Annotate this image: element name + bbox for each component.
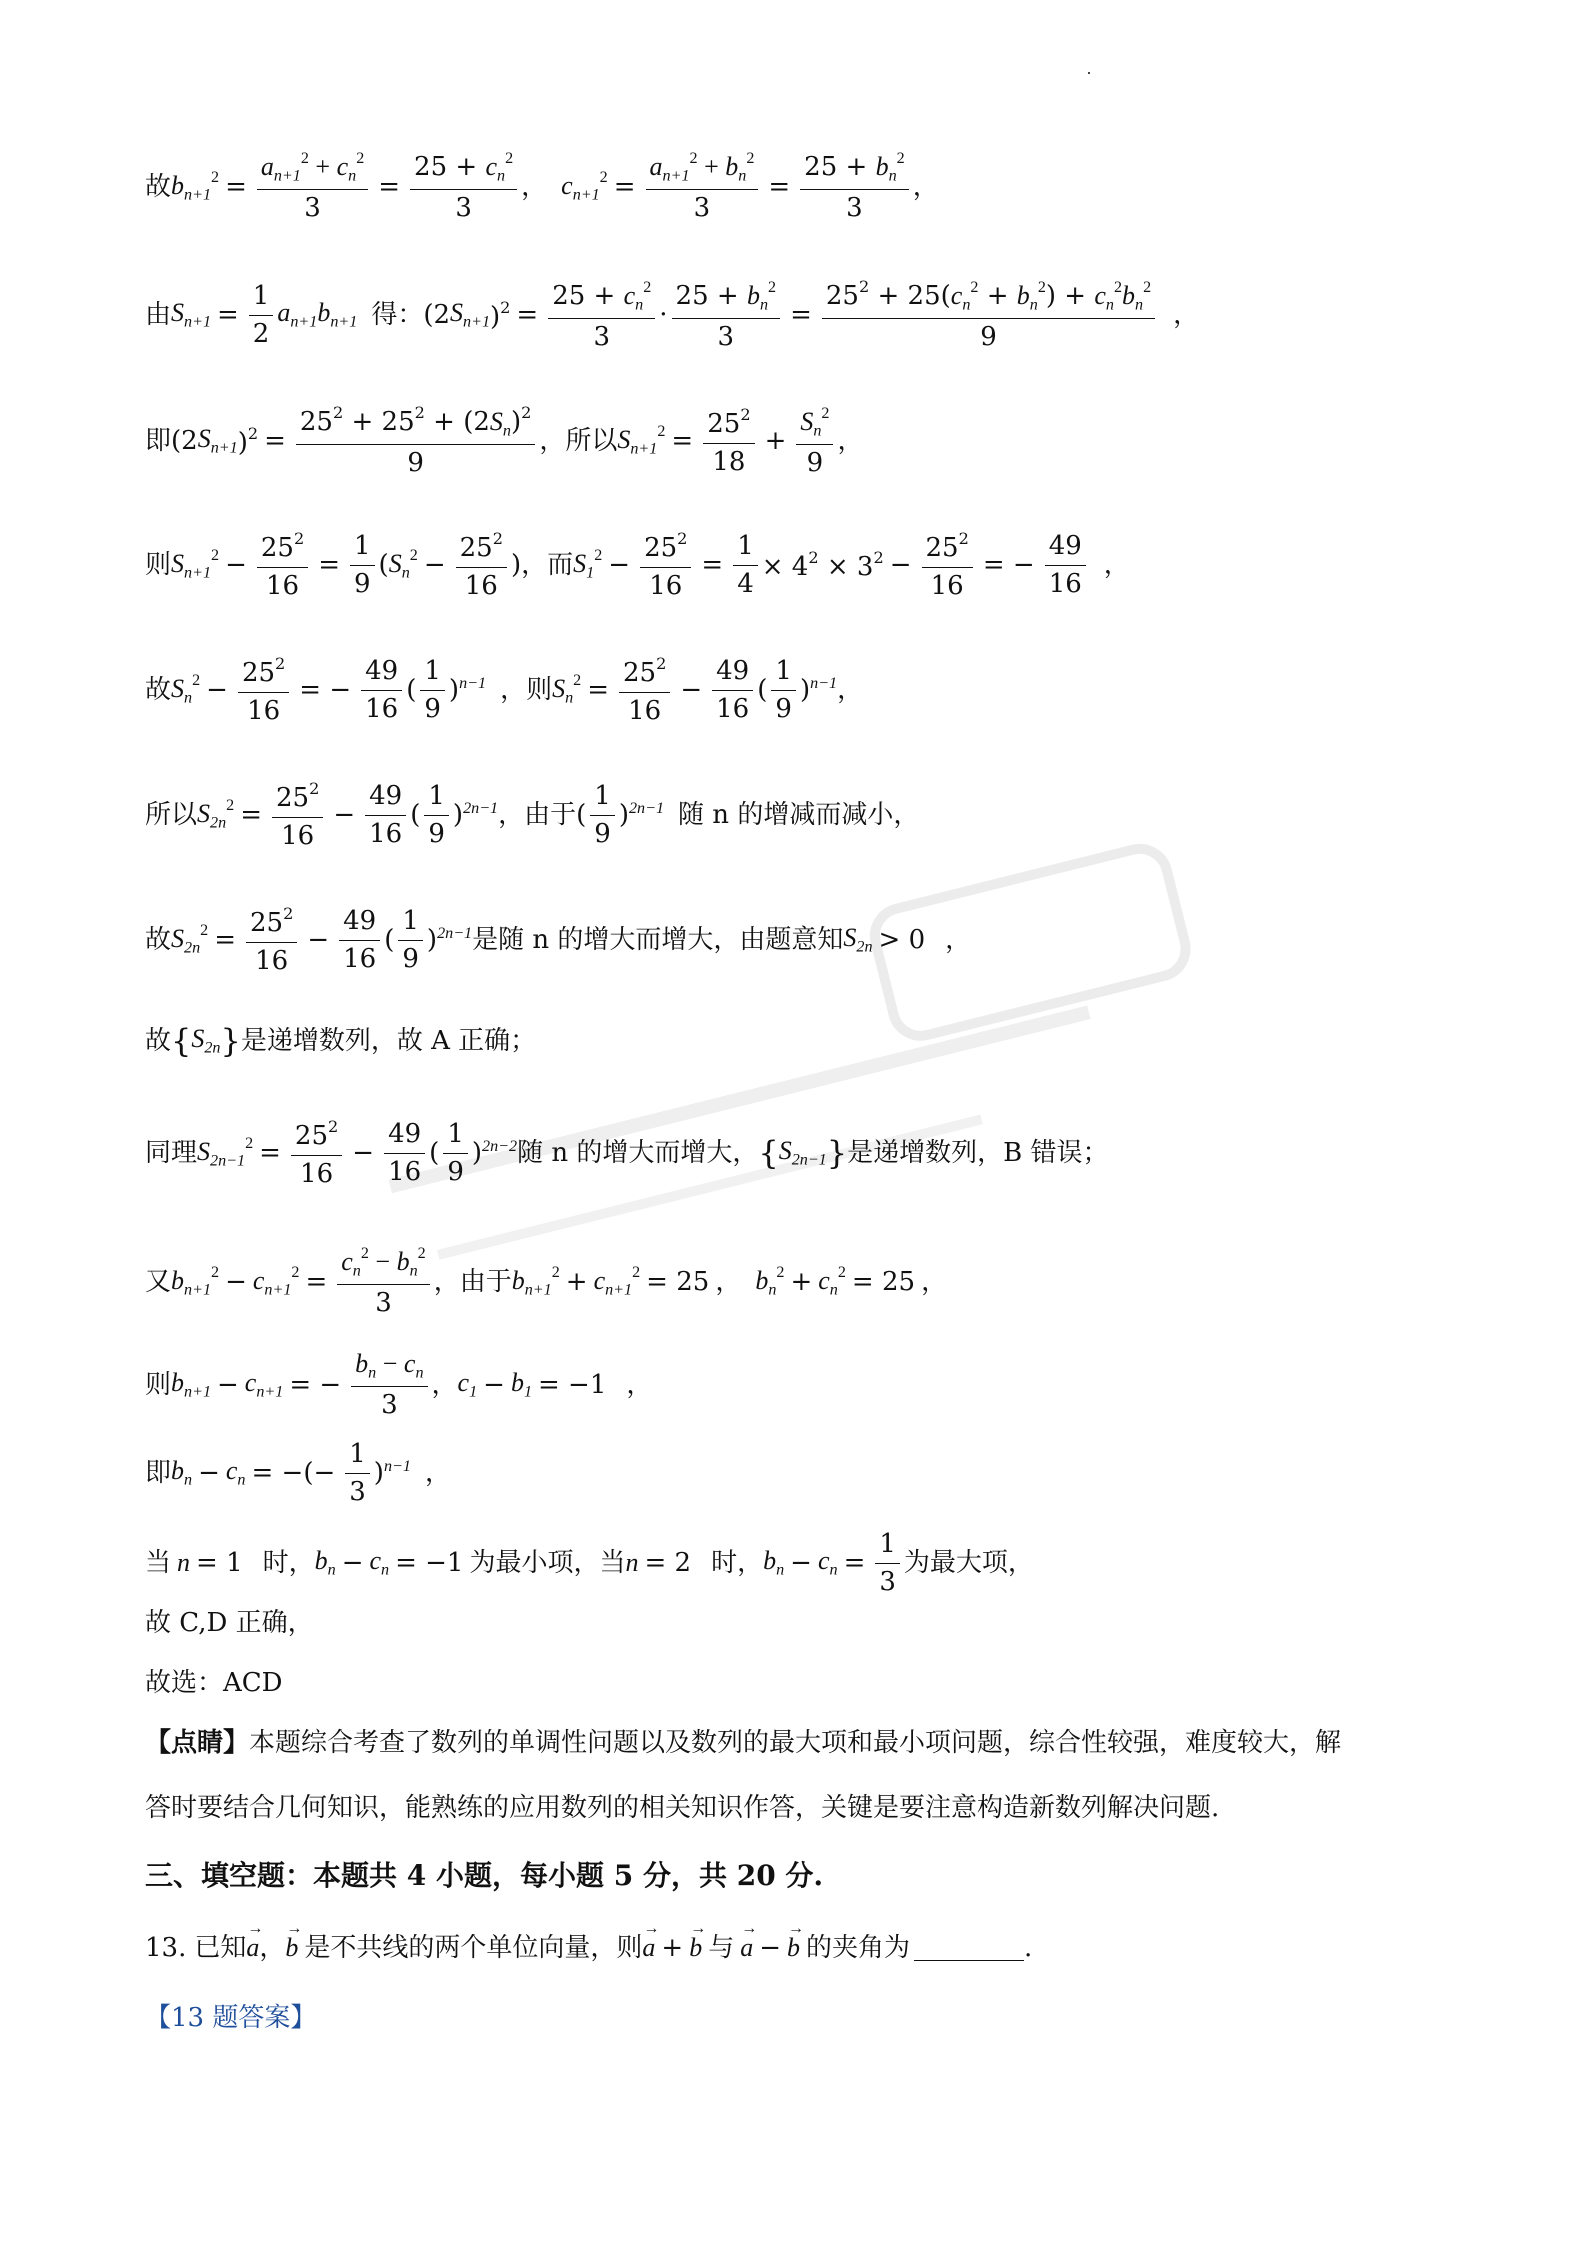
- text: 即: [145, 426, 172, 457]
- derivation-line-1: 故 $b_{n+1}^2$ = $\frac{a_{n+1}^2 + c_n^2}{3}$ = $\frac{25 + c_n^2}{3}$ ， $c_{n+1}^2$ = $\frac{a_{n+1}^2 + b_n^2}{3}$ = $\frac{25 + b_n^2}{3}$ ，: [145, 150, 939, 224]
- text: 随 n 的增大而增大，: [517, 1138, 759, 1169]
- text: ，: [521, 171, 548, 202]
- text: 时，: [262, 1548, 315, 1579]
- text: ，则: [500, 675, 553, 706]
- text: 答时要结合几何知识，能熟练的应用数列的相关知识作答，关键是要注意构造新数列解决问题.: [145, 1793, 1220, 1823]
- comment-line-1: [145, 1730, 1341, 1756]
- text: ，: [912, 171, 939, 202]
- text: 时，: [711, 1548, 764, 1579]
- text: ，所以: [539, 426, 618, 457]
- derivation-line-4: 则 $S_{n+1}^2$ − $\frac{25^2}{16}$ = $\frac{1}{9}$ ( $S_n^2$ − $\frac{25^2}{16}$ ) ，而 $S_1^2$ − $\frac{25^2}{16}$ = $\frac{1}{4}$ × $4^2 \times 3^2$ − $\frac{25^2}{16}$ = − $\frac{49}{16}$ ，: [145, 529, 1130, 601]
- text: 与: [708, 1933, 735, 1963]
- text: 故: [145, 171, 172, 202]
- text: ，: [837, 426, 864, 457]
- text: ，: [837, 675, 864, 706]
- derivation-line-13: 当 n = 1 时， $b_n$ − $c_n$ = −1 为最小项，当 n = 2 时， $b_n$ − $c_n$ = $\frac{1}{3}$ 为最大项，: [145, 1529, 1034, 1597]
- derivation-line-14: [145, 1610, 314, 1636]
- text: ，: [1103, 550, 1130, 581]
- text: 为最小项，当: [469, 1548, 626, 1579]
- text: 故: [145, 1026, 172, 1056]
- text: 三、填空题：本题共 4 小题，每小题 5 分，共 20 分.: [145, 1859, 824, 1892]
- comment-line-2: [145, 1795, 1219, 1821]
- text: .: [1024, 1933, 1033, 1963]
- text: ，: [921, 1266, 948, 1297]
- text: 的夹角为: [806, 1933, 911, 1963]
- text: ，而: [521, 550, 574, 581]
- text: ，: [626, 1369, 653, 1400]
- derivation-line-8: 故 { $S_{2n}$ } 是递增数列，故 A 正确；: [145, 1022, 537, 1060]
- comment-tag: 【点睛】: [145, 1728, 250, 1758]
- text: ，: [1173, 300, 1200, 331]
- answer-choice: [145, 1670, 283, 1696]
- text: 又: [145, 1266, 172, 1297]
- text: 故: [145, 675, 172, 706]
- text: 故选：ACD: [145, 1668, 283, 1698]
- question-number: 13.: [145, 1933, 187, 1963]
- derivation-line-10: 又 $b_{n+1}^2$ − $c_{n+1}^2$ = $\frac{c_n^2 - b_n^2}{3}$ ，由于 $b_{n+1}^2$ + $c_{n+1}^2$ = 25 ， $b_n^2$ + $c_n^2$ = 25 ，: [145, 1245, 948, 1319]
- text: 为最大项，: [903, 1548, 1034, 1579]
- text: 故: [145, 925, 172, 956]
- text: ，: [424, 1458, 451, 1489]
- text: 由: [145, 300, 172, 331]
- speck: [1088, 72, 1090, 74]
- text: ，由于: [433, 1266, 512, 1297]
- answer-link-13[interactable]: [145, 2005, 316, 2031]
- derivation-line-2: 由 $S_{n+1}$ = $\frac{1}{2}$ $a_{n+1}b_{n+1}$ 得： (2 $S_{n+1}$ )$^2$ = $\frac{25 + c_n^2}{3}$ · $\frac{25 + b_n^2}{3}$ = $\frac{25^2 + 25(c_n^2 + b_n^2) + c_n^2b_n^2}{9}$ ，: [145, 277, 1200, 353]
- text: 则: [145, 1369, 172, 1400]
- answer-link-text[interactable]: 【13 题答案】: [145, 2003, 317, 2033]
- text: 是递增数列，B 错误；: [847, 1138, 1109, 1169]
- text: ，由于: [498, 800, 577, 831]
- text: 是不共线的两个单位向量，则: [304, 1933, 643, 1963]
- text: 是随 n 的增大而增大，由题意知: [472, 925, 844, 956]
- section-title: [145, 1859, 824, 1892]
- text: 本题综合考查了数列的单调性问题以及数列的最大项和最小项问题，综合性较强，难度较大，解: [249, 1728, 1342, 1758]
- text: 所以: [145, 800, 198, 831]
- derivation-line-9: 同理 $S_{2n-1}^2$ = $\frac{25^2}{16}$ − $\frac{49}{16}$ ( $\frac{1}{9}$ ) $^{2n-2}$ 随 n 的增大而增大， { $S_{2n-1}$ } 是递增数列，B 错误；: [145, 1117, 1109, 1189]
- answer-blank[interactable]: [914, 1936, 1024, 1961]
- text: 则: [145, 550, 172, 581]
- text: 是递增数列，故 A 正确；: [240, 1026, 537, 1056]
- derivation-line-7: 故 $S_{2n}^2$ = $\frac{25^2}{16}$ − $\frac{49}{16}$ ( $\frac{1}{9}$ ) $^{2n-1}$ 是随 n 的增大而增大，由题意知 $S_{2n}$ > 0 ，: [145, 904, 972, 976]
- text: 同理: [145, 1138, 198, 1169]
- question-13: 13. 已知 a → ， b → 是不共线的两个单位向量，则 a → + b → 与 a → − b → 的夹角为 .: [145, 1920, 1033, 1963]
- derivation-line-11: 则 $b_{n+1}$ − $c_{n+1}$ = − $\frac{b_n - c_n}{3}$ ， $c_1$ − $b_1$ = −1 ，: [145, 1349, 653, 1421]
- text: ，: [945, 925, 972, 956]
- text: 即: [145, 1458, 172, 1489]
- derivation-line-12: 即 $b_n$ − $c_n$ = −(− $\frac{1}{3}$ ) $^{n-1}$ ，: [145, 1439, 451, 1507]
- text: 故 C,D 正确，: [145, 1608, 314, 1638]
- derivation-line-3: 即 (2 $S_{n+1}$ )$^2$ = $\frac{25^2 + 25^2 + (2S_n)^2}{9}$ ，所以 $S_{n+1}^2$ = $\frac{25^2}{18}$ + $\frac{S_n^2}{9}$ ，: [145, 403, 864, 479]
- derivation-line-5: 故 $S_n^2$ − $\frac{25^2}{16}$ = − $\frac{49}{16}$ ( $\frac{1}{9}$ ) $^{n-1}$ ，则 $S_n^2$ = $\frac{25^2}{16}$ − $\frac{49}{16}$ ( $\frac{1}{9}$ ) $^{n-1}$ ，: [145, 654, 864, 726]
- text: 当: [145, 1548, 172, 1579]
- text: ，: [259, 1933, 286, 1963]
- text: 随 n 的增减而减小，: [678, 800, 920, 831]
- text: 得：: [371, 300, 424, 331]
- text: 已知: [194, 1933, 247, 1963]
- derivation-line-6: 所以 $S_{2n}^2$ = $\frac{25^2}{16}$ − $\frac{49}{16}$ ( $\frac{1}{9}$ ) $^{2n-1}$ ，由于 ( $\frac{1}{9}$ ) $^{2n-1}$ 随 n 的增减而减小，: [145, 779, 920, 851]
